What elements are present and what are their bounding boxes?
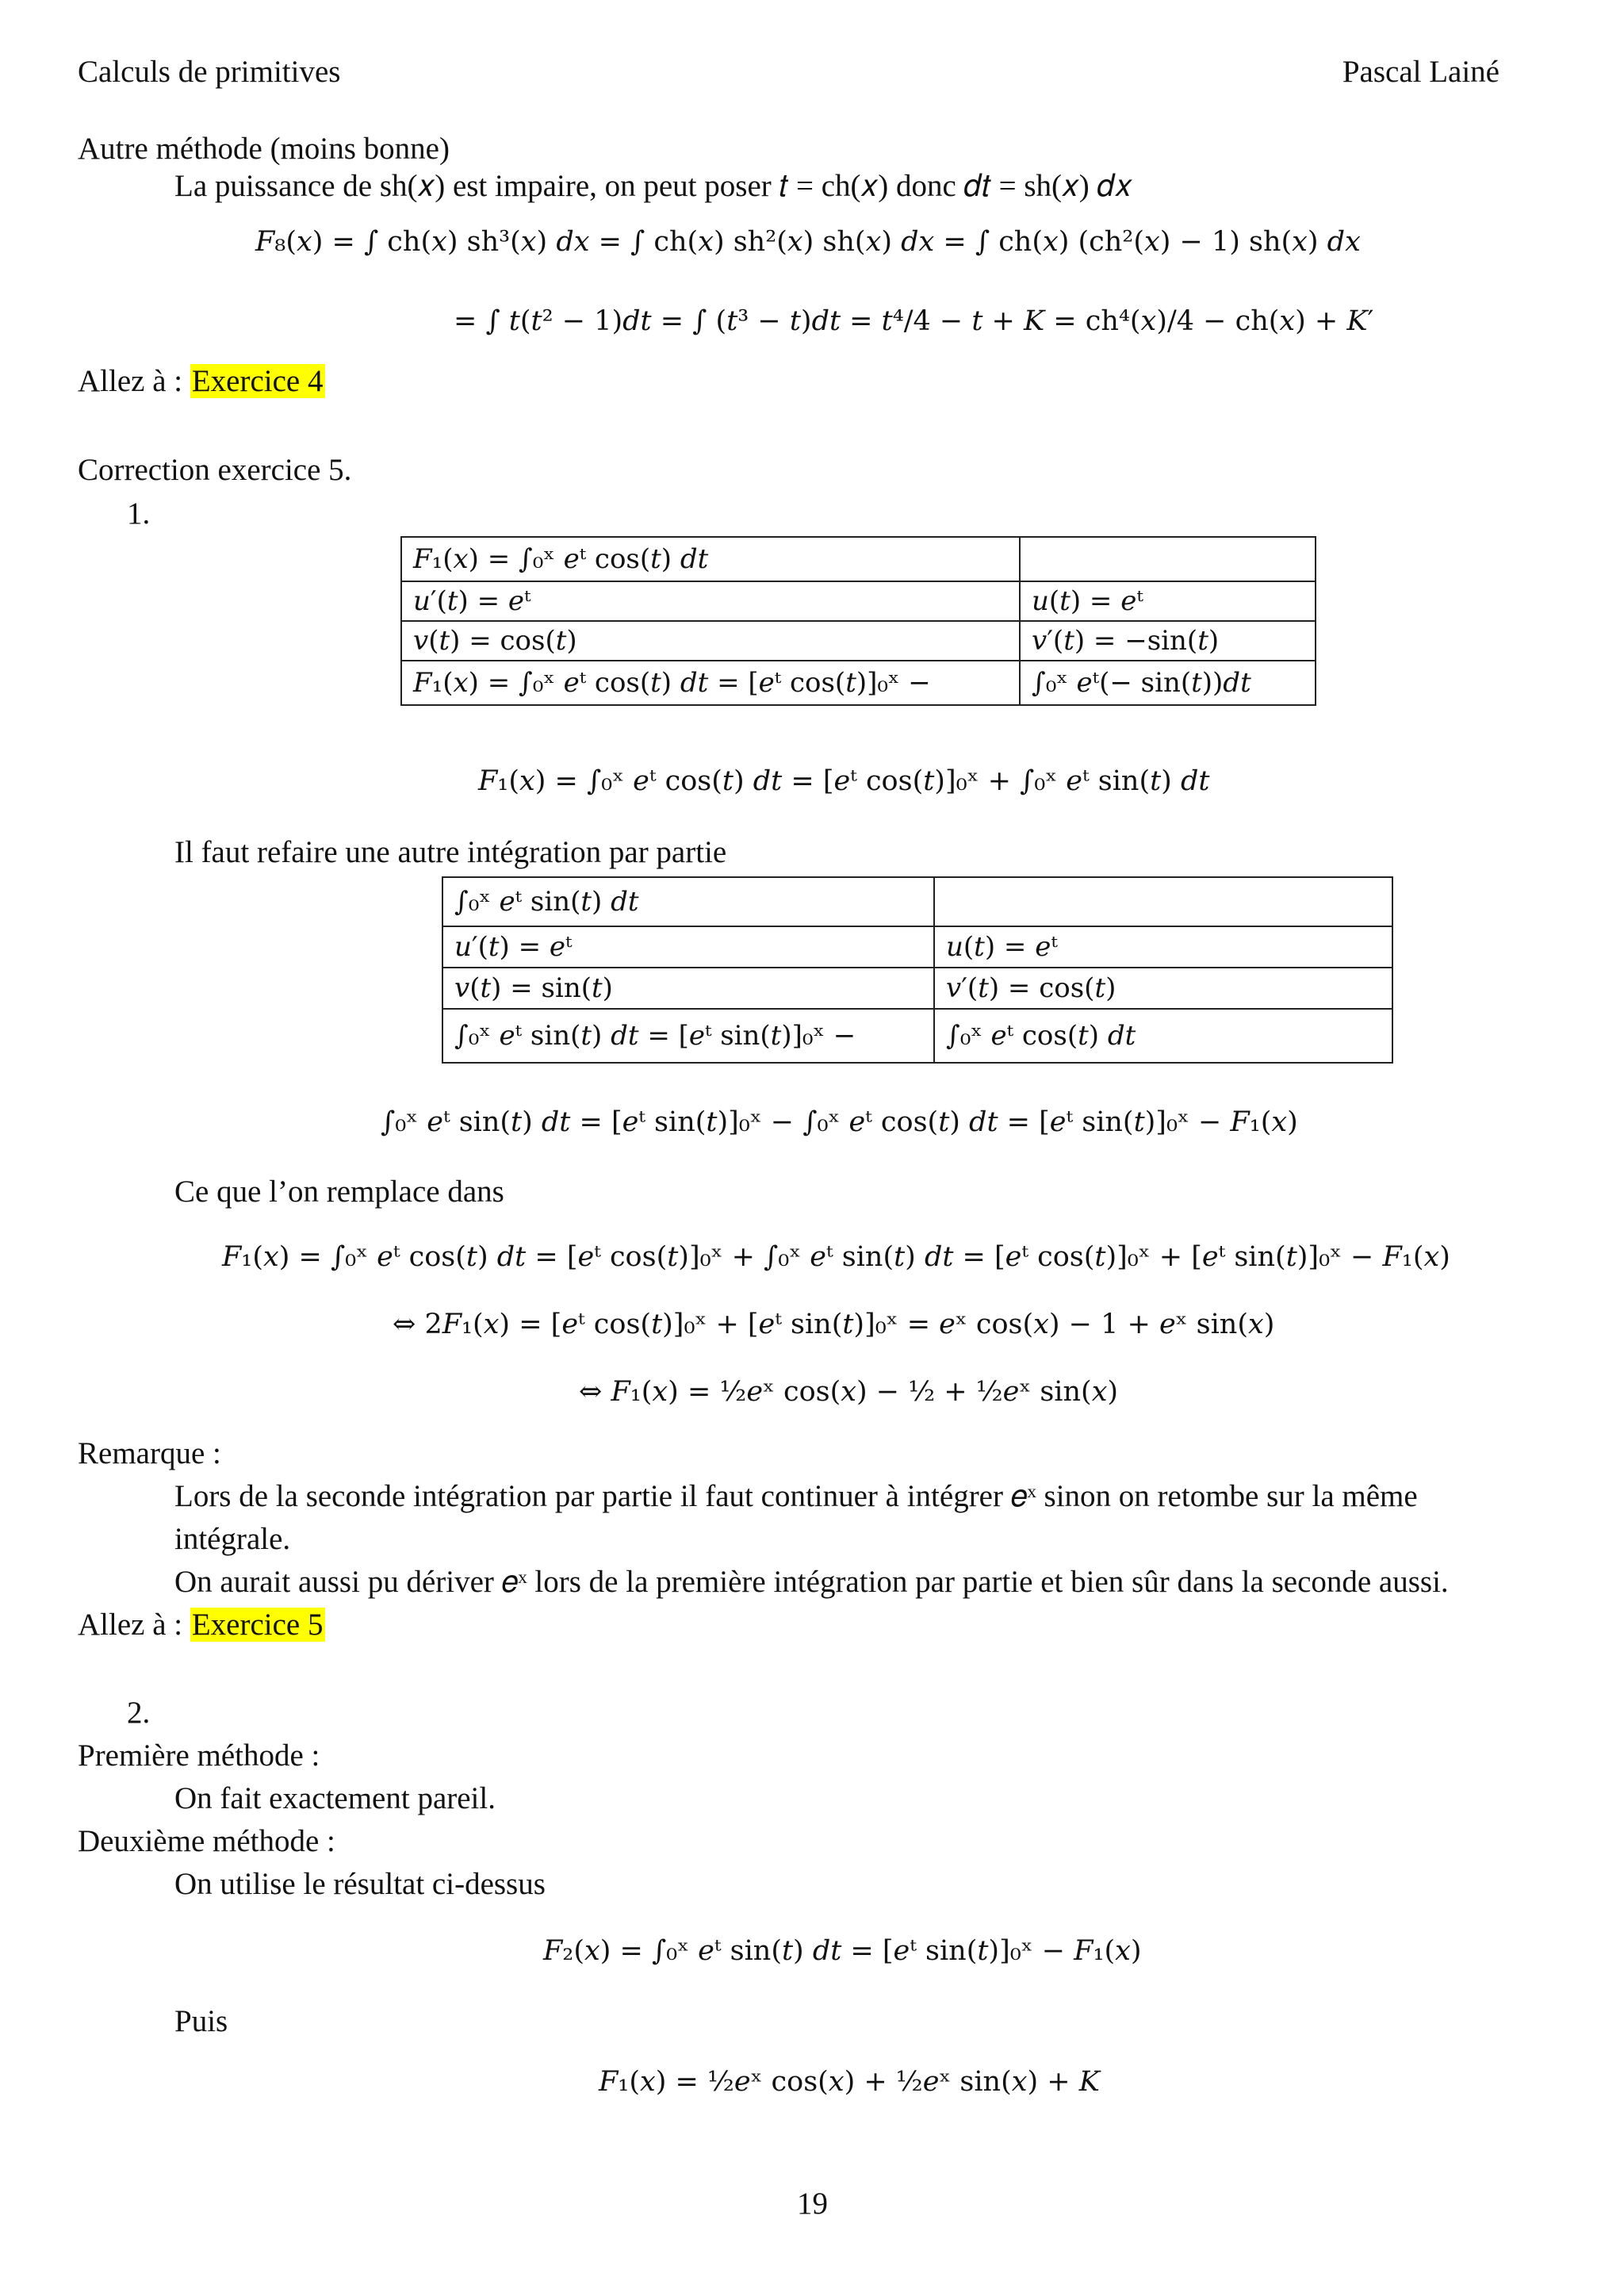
table-row xyxy=(401,661,1316,705)
table-cell: 𝐹₁(𝑥) = ∫₀ˣ 𝑒ᵗ cos(𝑡) 𝑑𝑡 xyxy=(401,537,1020,581)
alt-method-heading: Autre méthode (moins bonne) xyxy=(78,132,450,166)
page-number: 19 xyxy=(797,2187,828,2221)
remark-line-2: intégrale. xyxy=(174,1522,291,1556)
exercise-4-link[interactable]: Exercice 4 xyxy=(191,364,324,398)
table-cell: ∫₀ˣ 𝑒ᵗ sin(𝑡) 𝑑𝑡 xyxy=(442,877,934,926)
table-cell: 𝑢(𝑡) = 𝑒ᵗ xyxy=(1020,581,1316,621)
table-cell: 𝐹₁(𝑥) = ∫₀ˣ 𝑒ᵗ cos(𝑡) 𝑑𝑡 = [𝑒ᵗ cos(𝑡)]₀ˣ − xyxy=(401,661,1020,705)
table-cell: 𝑣(𝑡) = cos(𝑡) xyxy=(401,621,1020,661)
redo-integration-text: Il faut refaire une autre intégration par partie xyxy=(174,835,727,869)
header-title: Calculs de primitives xyxy=(78,55,341,89)
equation-final: 𝐹₁(𝑥) = ½𝑒ˣ cos(𝑥) + ½𝑒ˣ sin(𝑥) + 𝐾 xyxy=(599,2066,1100,2098)
method-1-title: Première méthode : xyxy=(78,1738,320,1773)
table-cell xyxy=(934,877,1392,926)
remark-title: Remarque : xyxy=(78,1436,221,1470)
equation-replace-1: 𝐹₁(𝑥) = ∫₀ˣ 𝑒ᵗ cos(𝑡) 𝑑𝑡 = [𝑒ᵗ cos(𝑡)]₀ˣ + ∫₀ˣ 𝑒ᵗ sin(𝑡) 𝑑𝑡 = [𝑒ᵗ cos(𝑡)]₀ˣ + [𝑒ᵗ sin(𝑡)]₀ˣ − 𝐹₁(𝑥) xyxy=(222,1241,1450,1273)
equation-replace-3: ⇔ 𝐹₁(𝑥) = ½𝑒ˣ cos(𝑥) − ½ + ½𝑒ˣ sin(𝑥) xyxy=(579,1376,1119,1408)
goto-exercise-4 xyxy=(78,363,325,399)
equation-f8-line2: = ∫ 𝑡(𝑡² − 1)𝑑𝑡 = ∫ (𝑡³ − 𝑡)𝑑𝑡 = 𝑡⁴/4 − 𝑡 + 𝐾 = ch⁴(𝑥)/4 − ch(𝑥) + 𝐾′ xyxy=(454,305,1374,337)
method-2-title: Deuxième méthode : xyxy=(78,1824,335,1858)
table-cell xyxy=(1020,537,1316,581)
correction-5-heading: Correction exercice 5. xyxy=(78,453,352,487)
replace-text: Ce que l’on remplace dans xyxy=(174,1175,504,1209)
equation-f1-ipp: 𝐹₁(𝑥) = ∫₀ˣ 𝑒ᵗ cos(𝑡) 𝑑𝑡 = [𝑒ᵗ cos(𝑡)]₀ˣ + ∫₀ˣ 𝑒ᵗ sin(𝑡) 𝑑𝑡 xyxy=(478,765,1210,797)
table-row xyxy=(401,537,1316,581)
table-cell: 𝑢′(𝑡) = 𝑒ᵗ xyxy=(442,926,934,968)
method-2-text: On utilise le résultat ci-dessus xyxy=(174,1867,546,1901)
remark-line-1: Lors de la seconde intégration par partie il faut continuer à intégrer 𝑒ˣ sinon on retombe sur la même xyxy=(174,1479,1418,1513)
table-cell: 𝑢′(𝑡) = 𝑒ᵗ xyxy=(401,581,1020,621)
equation-replace-2: ⇔ 2𝐹₁(𝑥) = [𝑒ᵗ cos(𝑡)]₀ˣ + [𝑒ᵗ sin(𝑡)]₀ˣ = 𝑒ˣ cos(𝑥) − 1 + 𝑒ˣ sin(𝑥) xyxy=(393,1309,1275,1340)
goto-prefix: Allez à : xyxy=(78,364,190,398)
table-cell: 𝑣′(𝑡) = cos(𝑡) xyxy=(934,968,1392,1009)
goto-prefix: Allez à : xyxy=(78,1608,190,1642)
table-row xyxy=(442,968,1392,1009)
equation-f2: 𝐹₂(𝑥) = ∫₀ˣ 𝑒ᵗ sin(𝑡) 𝑑𝑡 = [𝑒ᵗ sin(𝑡)]₀ˣ − 𝐹₁(𝑥) xyxy=(543,1935,1142,1967)
table-cell: 𝑣(𝑡) = sin(𝑡) xyxy=(442,968,934,1009)
table-cell: ∫₀ˣ 𝑒ᵗ sin(𝑡) 𝑑𝑡 = [𝑒ᵗ sin(𝑡)]₀ˣ − xyxy=(442,1009,934,1063)
remark-line-3: On aurait aussi pu dériver 𝑒ˣ lors de la première intégration par partie et bien sûr dans la seconde aussi. xyxy=(174,1565,1449,1599)
equation-sin-integral: ∫₀ˣ 𝑒ᵗ sin(𝑡) 𝑑𝑡 = [𝑒ᵗ sin(𝑡)]₀ˣ − ∫₀ˣ 𝑒ᵗ cos(𝑡) 𝑑𝑡 = [𝑒ᵗ sin(𝑡)]₀ˣ − 𝐹₁(𝑥) xyxy=(381,1106,1298,1138)
puis-text: Puis xyxy=(174,2004,228,2038)
method-1-text: On fait exactement pareil. xyxy=(174,1781,496,1815)
table-cell: ∫₀ˣ 𝑒ᵗ(− sin(𝑡))𝑑𝑡 xyxy=(1020,661,1316,705)
goto-exercise-5 xyxy=(78,1607,325,1642)
ibp-table-2 xyxy=(442,876,1393,1064)
item-1-number: 1. xyxy=(127,496,151,531)
table-row xyxy=(401,621,1316,661)
table-row xyxy=(401,581,1316,621)
item-2-number: 2. xyxy=(127,1696,151,1730)
exercise-5-link[interactable]: Exercice 5 xyxy=(191,1608,324,1642)
table-row xyxy=(442,1009,1392,1063)
equation-f8-line1: 𝐹₈(𝑥) = ∫ ch(𝑥) sh³(𝑥) 𝑑𝑥 = ∫ ch(𝑥) sh²(𝑥) sh(𝑥) 𝑑𝑥 = ∫ ch(𝑥) (ch²(𝑥) − 1) sh(𝑥) 𝑑𝑥 xyxy=(255,226,1361,258)
table-cell: 𝑢(𝑡) = 𝑒ᵗ xyxy=(934,926,1392,968)
table-cell: ∫₀ˣ 𝑒ᵗ cos(𝑡) 𝑑𝑡 xyxy=(934,1009,1392,1063)
alt-method-intro: La puissance de sh(𝑥) est impaire, on peut poser 𝑡 = ch(𝑥) donc 𝑑𝑡 = sh(𝑥) 𝑑𝑥 xyxy=(174,169,1132,203)
header-author: Pascal Lainé xyxy=(1342,55,1500,89)
table-row xyxy=(442,926,1392,968)
table-row xyxy=(442,877,1392,926)
ibp-table-1 xyxy=(400,536,1316,706)
table-cell: 𝑣′(𝑡) = −sin(𝑡) xyxy=(1020,621,1316,661)
